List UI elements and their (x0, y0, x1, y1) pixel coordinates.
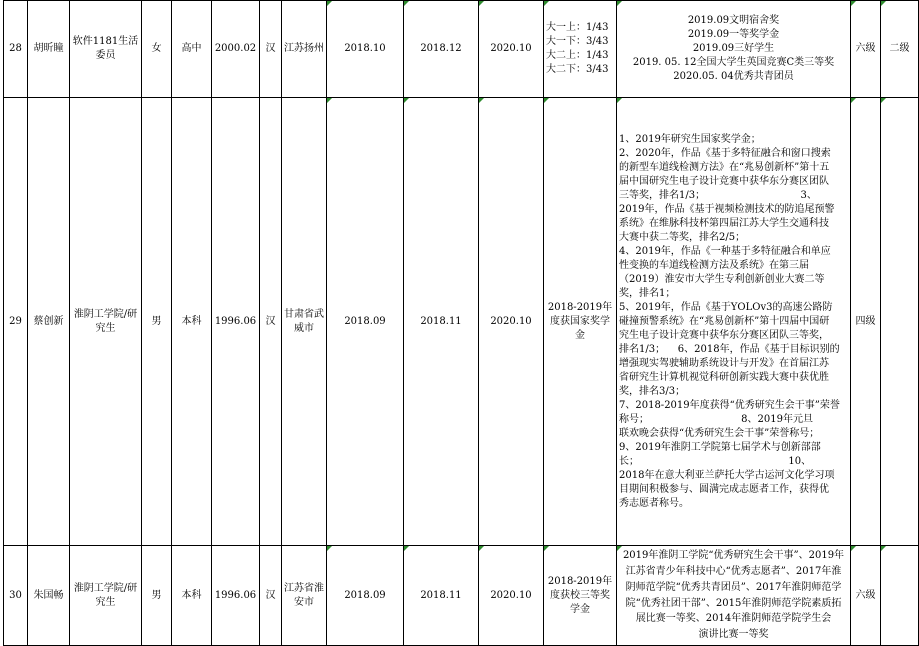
date-1: 2018.09 (327, 546, 404, 646)
honor-line: 长； 10、 (619, 455, 812, 467)
english-level: 六级 (851, 1, 881, 98)
honor-line: 2020.05. 04优秀共青团员 (673, 71, 794, 82)
native-place: 江苏扬州 (282, 1, 327, 98)
honor-line: 究生电子设计竞赛中获华东分赛区团队三等奖， (619, 329, 829, 341)
date-3: 2020.10 (479, 1, 544, 98)
honor-line: 大赛中获二等奖，排名2/5； (619, 231, 746, 243)
ranking-cell: 2018-2019年度获校三等奖学金 (544, 546, 617, 646)
table-row (4, 546, 919, 646)
honors-cell (617, 546, 851, 646)
honor-line: 2019.09三好学生 (692, 43, 775, 54)
gender: 男 (142, 98, 172, 546)
honor-line: 性变换的车道线检测方法及系统》在第三届 (619, 259, 809, 271)
honor-line: 增强现实驾驶辅助系统设计与开发》在首届江苏 (619, 357, 829, 369)
honor-line: 展比赛一等奖、2014年淮阴师范学院学生会 (635, 613, 832, 625)
ethnicity: 汉 (260, 546, 282, 646)
honor-line: 2、2020年，作品《基于多特征融合和窗口搜索 (619, 147, 831, 159)
unit-position: 淮阴工学院/研究生 (70, 546, 142, 646)
english-level: 六级 (851, 546, 881, 646)
date-2: 2018.12 (404, 1, 479, 98)
ethnicity: 汉 (260, 98, 282, 546)
row-number: 29 (4, 98, 28, 546)
honor-line: 2019. 05. 12全国大学生英国竞赛C类三等奖 (632, 57, 835, 68)
honor-line: 届中国研究生电子设计竞赛中获华东分赛区团队 (619, 175, 829, 187)
education: 本科 (172, 98, 212, 546)
gender: 男 (142, 546, 172, 646)
ranking-cell: 2018-2019年度获国家奖学金 (544, 98, 617, 546)
table-row (4, 1, 919, 98)
english-level: 四级 (851, 98, 881, 546)
honor-line: 2019年淮阴工学院“优秀研究生会干事”、2019年 (622, 550, 845, 562)
native-place: 江苏省淮安市 (282, 546, 327, 646)
computer-grade: 二级 (881, 1, 919, 98)
honor-line: 阴师范学院“优秀共青团员”、2017年淮阴师范学 (625, 581, 842, 593)
unit-position: 淮阴工学院/研究生 (70, 98, 142, 546)
honor-line: 秀志愿者称号。 (619, 497, 689, 509)
ranking-line: 大一上：1/43 (546, 22, 609, 33)
honor-line: 9、2019年淮阴工学院第七届学术与创新部部 (619, 441, 821, 453)
student-name: 蔡创新 (28, 98, 70, 546)
ranking-cell (544, 1, 617, 98)
birth-date: 2000.02 (212, 1, 260, 98)
ranking-line: 大二上：1/43 (546, 50, 609, 61)
honor-line: 奖，排名3/3； (619, 385, 686, 397)
honor-line: 三等奖，排名1/3； 3、 (619, 189, 817, 201)
date-1: 2018.10 (327, 1, 404, 98)
date-3: 2020.10 (479, 98, 544, 546)
student-name: 胡昕瞳 (28, 1, 70, 98)
honor-line: 碰撞预警系统》在“兆易创新杯”第十四届中国研 (619, 315, 830, 327)
records-table (3, 0, 919, 646)
honor-line: 1、2019年研究生国家奖学金； (619, 133, 761, 145)
honor-line: （2019）淮安市大学生专利创新创业大赛二等 (619, 273, 825, 285)
honor-line: 奖，排名1； (619, 287, 676, 299)
honor-line: 目期间积极参与、圆满完成志愿者工作，获得优 (619, 483, 829, 495)
date-1: 2018.09 (327, 98, 404, 546)
computer-grade (881, 546, 919, 646)
birth-date: 1996.06 (212, 546, 260, 646)
honors-cell (617, 98, 851, 546)
honor-line: 演讲比赛一等奖 (698, 629, 769, 641)
date-2: 2018.11 (404, 98, 479, 546)
honors-cell (617, 1, 851, 98)
honor-line: 4、2019年，作品《一种基于多特征融合和单应 (619, 245, 831, 257)
honor-line: 系统》在维脉科技杯第四届江苏大学生交通科技 (619, 217, 829, 229)
date-2: 2018.11 (404, 546, 479, 646)
honor-line: 联欢晚会获得“优秀研究生会干事”荣誉称号； (619, 427, 820, 439)
honor-line: 江苏省青少年科技中心“优秀志愿者”、2017年淮 (625, 565, 842, 577)
computer-grade (881, 98, 919, 546)
table-row (4, 98, 919, 546)
honor-line: 的新型车道线检测方法》在“兆易创新杯”第十五 (619, 161, 830, 173)
honor-line: 称号； 8、2019年元旦 (619, 413, 813, 425)
gender: 女 (142, 1, 172, 98)
ethnicity: 汉 (260, 1, 282, 98)
unit-position: 软件1181生活委员 (70, 1, 142, 98)
honor-line: 2019.09一等奖学金 (687, 29, 780, 40)
education: 高中 (172, 1, 212, 98)
row-number: 28 (4, 1, 28, 98)
native-place: 甘肃省武威市 (282, 98, 327, 546)
honor-line: 省研究生计算机视觉科研创新实践大赛中获优胜 (619, 371, 829, 383)
ranking-line: 大一下：3/43 (546, 36, 609, 47)
honor-line: 排名1/3； 6、2018年，作品《基于目标识别的 (619, 343, 840, 355)
birth-date: 1996.06 (212, 98, 260, 546)
honor-line: 2019年，作品《基于视频检测技术的防追尾预警 (619, 203, 835, 215)
honor-line: 2019.09文明宿舍奖 (687, 15, 780, 26)
honor-line: 2018年在意大利亚兰萨托大学古运河文化学习项 (619, 469, 835, 481)
education: 本科 (172, 546, 212, 646)
honor-line: 院“优秀社团干部”、2015年淮阴师范学院素质拓 (625, 597, 842, 609)
honor-line: 7、2018-2019年度获得“优秀研究生会干事”荣誉 (619, 399, 840, 411)
date-3: 2020.10 (479, 546, 544, 646)
student-name: 朱国畅 (28, 546, 70, 646)
ranking-line: 大二下：3/43 (546, 64, 609, 75)
row-number: 30 (4, 546, 28, 646)
honor-line: 5、2019年，作品《基于YOLOv3的高速公路防 (619, 301, 833, 313)
